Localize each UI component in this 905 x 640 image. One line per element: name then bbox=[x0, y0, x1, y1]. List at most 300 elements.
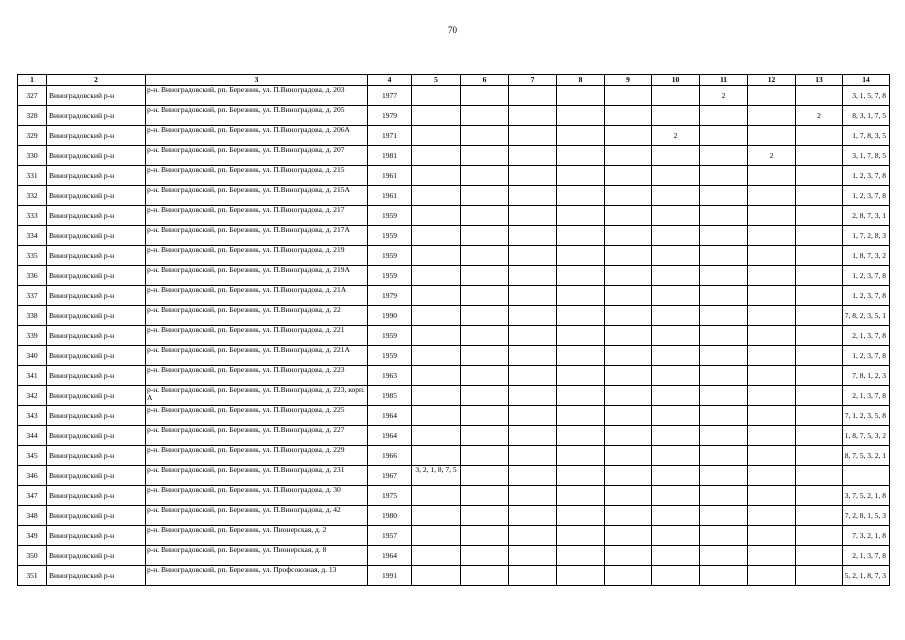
table-cell bbox=[509, 326, 557, 346]
table-cell bbox=[652, 386, 700, 406]
table-cell bbox=[796, 346, 843, 366]
table-cell: 1990 bbox=[368, 306, 412, 326]
table-cell: Виноградовский р-н bbox=[47, 266, 146, 286]
table-cell bbox=[412, 526, 461, 546]
table-cell: Виноградовский р-н bbox=[47, 526, 146, 546]
table-cell bbox=[748, 466, 796, 486]
table-cell: 7, 1, 2, 3, 5, 8 bbox=[843, 406, 890, 426]
table-cell: 345 bbox=[18, 446, 47, 466]
table-cell: р-н. Виноградовский, рп. Березник, ул. П.Виноградова, д. 203 bbox=[146, 86, 368, 106]
table-cell: 333 bbox=[18, 206, 47, 226]
table-cell bbox=[652, 186, 700, 206]
table-cell bbox=[605, 506, 652, 526]
table-cell bbox=[748, 506, 796, 526]
table-cell: 1959 bbox=[368, 206, 412, 226]
table-cell bbox=[652, 406, 700, 426]
table-cell bbox=[700, 106, 748, 126]
table-cell: Виноградовский р-н bbox=[47, 566, 146, 586]
table-cell bbox=[700, 466, 748, 486]
table-cell bbox=[605, 546, 652, 566]
table-cell bbox=[700, 126, 748, 146]
table-cell bbox=[700, 446, 748, 466]
table-cell bbox=[605, 246, 652, 266]
table-cell bbox=[412, 486, 461, 506]
table-cell bbox=[652, 546, 700, 566]
column-header: 6 bbox=[461, 75, 509, 86]
table-cell: 7, 3, 2, 1, 8 bbox=[843, 526, 890, 546]
table-cell: р-н. Виноградовский, рп. Березник, ул. П.Виноградова, д. 21А bbox=[146, 286, 368, 306]
table-cell bbox=[748, 546, 796, 566]
table-cell: 344 bbox=[18, 426, 47, 446]
table-cell bbox=[557, 366, 605, 386]
table-cell: 1, 7, 8, 3, 5 bbox=[843, 126, 890, 146]
table-cell bbox=[700, 506, 748, 526]
column-header: 12 bbox=[748, 75, 796, 86]
table-cell bbox=[700, 526, 748, 546]
table-row bbox=[18, 86, 890, 106]
table-cell: Виноградовский р-н bbox=[47, 466, 146, 486]
table-cell bbox=[843, 466, 890, 486]
table-cell: Виноградовский р-н bbox=[47, 246, 146, 266]
table-cell bbox=[748, 226, 796, 246]
table-cell bbox=[412, 286, 461, 306]
table-cell bbox=[796, 86, 843, 106]
table-cell bbox=[796, 186, 843, 206]
data-table bbox=[17, 74, 890, 586]
table-cell: 328 bbox=[18, 106, 47, 126]
table-cell: 334 bbox=[18, 226, 47, 246]
column-header: 11 bbox=[700, 75, 748, 86]
table-row bbox=[18, 386, 890, 406]
table-cell bbox=[652, 106, 700, 126]
table-cell bbox=[605, 166, 652, 186]
table-cell bbox=[509, 126, 557, 146]
table-cell bbox=[796, 246, 843, 266]
table-cell: 1, 2, 3, 7, 8 bbox=[843, 346, 890, 366]
table-cell bbox=[461, 486, 509, 506]
table-cell bbox=[461, 126, 509, 146]
table-cell bbox=[412, 106, 461, 126]
table-cell bbox=[652, 366, 700, 386]
table-cell: р-н. Виноградовский, рп. Березник, ул. П.Виноградова, д. 219А bbox=[146, 266, 368, 286]
table-cell bbox=[461, 326, 509, 346]
table-cell: 332 bbox=[18, 186, 47, 206]
table-cell bbox=[412, 186, 461, 206]
table-cell: 340 bbox=[18, 346, 47, 366]
table-cell bbox=[461, 506, 509, 526]
table-cell: 1980 bbox=[368, 506, 412, 526]
table-cell: 3, 1, 7, 8, 5 bbox=[843, 146, 890, 166]
table-cell bbox=[796, 566, 843, 586]
table-cell bbox=[461, 546, 509, 566]
table-cell bbox=[796, 406, 843, 426]
table-row bbox=[18, 546, 890, 566]
table-cell bbox=[509, 186, 557, 206]
table-cell: 330 bbox=[18, 146, 47, 166]
table-cell bbox=[509, 386, 557, 406]
table-cell bbox=[796, 286, 843, 306]
table-cell: 2 bbox=[796, 106, 843, 126]
table-cell: 2, 8, 7, 3, 1 bbox=[843, 206, 890, 226]
table-cell: 7, 8, 2, 3, 5, 1 bbox=[843, 306, 890, 326]
table-cell bbox=[461, 106, 509, 126]
table-cell bbox=[605, 126, 652, 146]
table-cell bbox=[557, 186, 605, 206]
table-cell bbox=[652, 326, 700, 346]
table-cell bbox=[605, 406, 652, 426]
table-cell bbox=[557, 346, 605, 366]
table-cell: 1, 7, 2, 8, 3 bbox=[843, 226, 890, 246]
table-cell bbox=[461, 266, 509, 286]
table-cell: р-н. Виноградовский, рп. Березник, ул. П.Виноградова, д. 225 bbox=[146, 406, 368, 426]
table-cell: 1, 8, 7, 5, 3, 2 bbox=[843, 426, 890, 446]
table-cell bbox=[700, 306, 748, 326]
table-row bbox=[18, 326, 890, 346]
table-row bbox=[18, 486, 890, 506]
table-cell: Виноградовский р-н bbox=[47, 226, 146, 246]
table-cell: 8, 3, 1, 7, 5 bbox=[843, 106, 890, 126]
table-cell bbox=[509, 486, 557, 506]
table-cell bbox=[605, 326, 652, 346]
table-cell bbox=[509, 146, 557, 166]
table-cell bbox=[700, 326, 748, 346]
table-cell: 2, 1, 3, 7, 8 bbox=[843, 386, 890, 406]
table-cell bbox=[796, 146, 843, 166]
table-row bbox=[18, 226, 890, 246]
table-cell bbox=[461, 186, 509, 206]
table-row bbox=[18, 286, 890, 306]
table-cell bbox=[700, 166, 748, 186]
table-cell bbox=[461, 286, 509, 306]
table-cell bbox=[796, 446, 843, 466]
table-cell bbox=[557, 166, 605, 186]
table-cell bbox=[461, 426, 509, 446]
table-cell: р-н. Виноградовский, рп. Березник, ул. Пионерская, д. 8 bbox=[146, 546, 368, 566]
table-cell: 1, 2, 3, 7, 8 bbox=[843, 186, 890, 206]
table-row bbox=[18, 126, 890, 146]
table-cell: 1979 bbox=[368, 286, 412, 306]
table-cell: 1975 bbox=[368, 486, 412, 506]
table-cell: 1981 bbox=[368, 146, 412, 166]
table-cell bbox=[605, 206, 652, 226]
table-cell: р-н. Виноградовский, рп. Березник, ул. П.Виноградова, д. 42 bbox=[146, 506, 368, 526]
table-row bbox=[18, 506, 890, 526]
table-cell bbox=[557, 206, 605, 226]
table-cell bbox=[796, 506, 843, 526]
table-cell: Виноградовский р-н bbox=[47, 86, 146, 106]
table-cell: р-н. Виноградовский, рп. Березник, ул. П.Виноградова, д. 207 bbox=[146, 146, 368, 166]
table-cell: Виноградовский р-н bbox=[47, 286, 146, 306]
table-cell: 7, 8, 1, 2, 3 bbox=[843, 366, 890, 386]
table-row bbox=[18, 406, 890, 426]
table-cell bbox=[509, 166, 557, 186]
table-cell bbox=[700, 566, 748, 586]
table-cell bbox=[748, 326, 796, 346]
table-cell bbox=[748, 426, 796, 446]
page-number: 70 bbox=[448, 25, 457, 35]
table-cell bbox=[605, 566, 652, 586]
table-cell bbox=[605, 226, 652, 246]
table-cell: 8, 7, 5, 3, 2, 1 bbox=[843, 446, 890, 466]
table-cell bbox=[509, 406, 557, 426]
table-cell bbox=[748, 566, 796, 586]
table-cell bbox=[509, 106, 557, 126]
table-cell: 1957 bbox=[368, 526, 412, 546]
table-cell: 331 bbox=[18, 166, 47, 186]
table-cell bbox=[748, 286, 796, 306]
table-cell bbox=[652, 306, 700, 326]
table-cell bbox=[509, 86, 557, 106]
table-cell: р-н. Виноградовский, рп. Березник, ул. П.Виноградова, д. 227 bbox=[146, 426, 368, 446]
table-cell: Виноградовский р-н bbox=[47, 386, 146, 406]
table-cell: Виноградовский р-н bbox=[47, 546, 146, 566]
table-cell bbox=[557, 226, 605, 246]
table-cell: 342 bbox=[18, 386, 47, 406]
table-cell bbox=[557, 286, 605, 306]
table-cell bbox=[652, 486, 700, 506]
table-cell bbox=[605, 526, 652, 546]
table-cell bbox=[605, 386, 652, 406]
table-row bbox=[18, 206, 890, 226]
table-cell bbox=[748, 486, 796, 506]
table-cell: р-н. Виноградовский, рп. Березник, ул. П.Виноградова, д. 221А bbox=[146, 346, 368, 366]
table-cell: Виноградовский р-н bbox=[47, 146, 146, 166]
table-cell bbox=[652, 226, 700, 246]
table-cell bbox=[605, 366, 652, 386]
table-cell bbox=[461, 246, 509, 266]
table-cell: 348 bbox=[18, 506, 47, 526]
table-cell bbox=[557, 86, 605, 106]
table-cell bbox=[605, 286, 652, 306]
table-cell: Виноградовский р-н bbox=[47, 426, 146, 446]
table-cell: 2, 1, 3, 7, 8 bbox=[843, 326, 890, 346]
table-cell bbox=[461, 386, 509, 406]
table-cell bbox=[796, 466, 843, 486]
table-cell bbox=[412, 366, 461, 386]
table-cell: 1, 8, 7, 3, 2 bbox=[843, 246, 890, 266]
table-cell: 1964 bbox=[368, 406, 412, 426]
table-cell bbox=[557, 146, 605, 166]
table-cell bbox=[461, 526, 509, 546]
table-cell: р-н. Виноградовский, рп. Березник, ул. П.Виноградова, д. 231 bbox=[146, 466, 368, 486]
table-row bbox=[18, 306, 890, 326]
table-cell bbox=[700, 346, 748, 366]
table-cell bbox=[461, 366, 509, 386]
table-cell: 1959 bbox=[368, 346, 412, 366]
table-cell bbox=[652, 146, 700, 166]
table-cell: 1977 bbox=[368, 86, 412, 106]
table-cell bbox=[461, 206, 509, 226]
table-cell: Виноградовский р-н bbox=[47, 326, 146, 346]
table-cell: Виноградовский р-н bbox=[47, 446, 146, 466]
table-cell bbox=[748, 266, 796, 286]
table-cell: 349 bbox=[18, 526, 47, 546]
table-cell: 1959 bbox=[368, 226, 412, 246]
table-cell bbox=[748, 126, 796, 146]
table-cell bbox=[557, 246, 605, 266]
table-cell bbox=[796, 526, 843, 546]
table-row bbox=[18, 466, 890, 486]
table-cell bbox=[412, 126, 461, 146]
table-cell: 1959 bbox=[368, 246, 412, 266]
table-cell: 1961 bbox=[368, 166, 412, 186]
table-cell bbox=[461, 346, 509, 366]
table-cell bbox=[748, 346, 796, 366]
table-cell: р-н. Виноградовский, рп. Березник, ул. П.Виноградова, д. 22 bbox=[146, 306, 368, 326]
table-cell: р-н. Виноградовский, рп. Березник, ул. П.Виноградова, д. 206А bbox=[146, 126, 368, 146]
table-row bbox=[18, 446, 890, 466]
table-cell bbox=[557, 266, 605, 286]
table-cell bbox=[605, 426, 652, 446]
table-cell bbox=[700, 366, 748, 386]
table-cell: 337 bbox=[18, 286, 47, 306]
table-row bbox=[18, 246, 890, 266]
table-cell bbox=[796, 366, 843, 386]
table-cell: Виноградовский р-н bbox=[47, 126, 146, 146]
table-cell bbox=[796, 266, 843, 286]
table-cell bbox=[700, 386, 748, 406]
table-cell bbox=[796, 486, 843, 506]
table-cell bbox=[652, 246, 700, 266]
table-cell bbox=[700, 486, 748, 506]
table-cell: 2 bbox=[700, 86, 748, 106]
table-cell bbox=[557, 506, 605, 526]
table-cell: 336 bbox=[18, 266, 47, 286]
table-cell bbox=[748, 166, 796, 186]
table-cell bbox=[652, 86, 700, 106]
table-cell bbox=[605, 186, 652, 206]
table-cell: р-н. Виноградовский, рп. Березник, ул. П.Виноградова, д. 215А bbox=[146, 186, 368, 206]
table-cell bbox=[605, 266, 652, 286]
table-cell bbox=[509, 246, 557, 266]
table-cell: р-н. Виноградовский, рп. Березник, ул. П.Виноградова, д. 219 bbox=[146, 246, 368, 266]
table-cell bbox=[412, 406, 461, 426]
table-cell bbox=[461, 166, 509, 186]
table-cell: 1964 bbox=[368, 546, 412, 566]
table-cell bbox=[796, 306, 843, 326]
table-cell: 1971 bbox=[368, 126, 412, 146]
table-cell: Виноградовский р-н bbox=[47, 506, 146, 526]
table-cell bbox=[796, 386, 843, 406]
table-row bbox=[18, 146, 890, 166]
table-cell bbox=[509, 206, 557, 226]
table-cell bbox=[652, 526, 700, 546]
table-cell: р-н. Виноградовский, рп. Березник, ул. П.Виноградова, д. 217А bbox=[146, 226, 368, 246]
table-cell: 1991 bbox=[368, 566, 412, 586]
table-cell: 335 bbox=[18, 246, 47, 266]
table-cell: 1, 2, 3, 7, 8 bbox=[843, 166, 890, 186]
table-cell bbox=[652, 446, 700, 466]
table-cell bbox=[652, 466, 700, 486]
table-cell: 5, 2, 1, 8, 7, 3 bbox=[843, 566, 890, 586]
table-cell bbox=[509, 306, 557, 326]
table-cell bbox=[509, 346, 557, 366]
table-cell bbox=[557, 466, 605, 486]
table-cell bbox=[652, 506, 700, 526]
table-cell bbox=[796, 166, 843, 186]
table-row bbox=[18, 566, 890, 586]
table-cell bbox=[557, 406, 605, 426]
table-header-row bbox=[18, 75, 890, 86]
column-header: 8 bbox=[557, 75, 605, 86]
table-cell bbox=[461, 86, 509, 106]
table-cell bbox=[700, 546, 748, 566]
table-cell bbox=[796, 206, 843, 226]
column-header: 9 bbox=[605, 75, 652, 86]
table-cell bbox=[748, 206, 796, 226]
table-cell bbox=[748, 306, 796, 326]
table-cell: 1, 2, 3, 7, 8 bbox=[843, 286, 890, 306]
table-cell bbox=[605, 486, 652, 506]
table-cell bbox=[557, 566, 605, 586]
table-cell: 1964 bbox=[368, 426, 412, 446]
table-cell bbox=[557, 386, 605, 406]
table-cell bbox=[557, 446, 605, 466]
table-cell bbox=[461, 226, 509, 246]
table-cell bbox=[796, 426, 843, 446]
table-cell bbox=[509, 446, 557, 466]
table-cell bbox=[412, 266, 461, 286]
table-cell bbox=[652, 266, 700, 286]
table-row bbox=[18, 346, 890, 366]
table-cell bbox=[700, 186, 748, 206]
table-cell bbox=[461, 146, 509, 166]
table-cell bbox=[557, 526, 605, 546]
table-cell bbox=[605, 466, 652, 486]
table-cell bbox=[700, 266, 748, 286]
table-cell bbox=[796, 226, 843, 246]
table-row bbox=[18, 266, 890, 286]
table-cell: р-н. Виноградовский, рп. Березник, ул. П.Виноградова, д. 205 bbox=[146, 106, 368, 126]
table-cell bbox=[509, 286, 557, 306]
table-cell: 338 bbox=[18, 306, 47, 326]
table-cell bbox=[652, 166, 700, 186]
table-cell: 1966 bbox=[368, 446, 412, 466]
table-cell: 327 bbox=[18, 86, 47, 106]
table-cell: Виноградовский р-н bbox=[47, 206, 146, 226]
table-cell bbox=[412, 226, 461, 246]
table-cell: р-н. Виноградовский, рп. Березник, ул. П.Виноградова, д. 215 bbox=[146, 166, 368, 186]
table-cell: Виноградовский р-н bbox=[47, 346, 146, 366]
table-cell: р-н. Виноградовский, рп. Березник, ул. Профсоюзная, д. 13 bbox=[146, 566, 368, 586]
table-cell bbox=[412, 386, 461, 406]
table-cell: Виноградовский р-н bbox=[47, 106, 146, 126]
table-cell: 329 bbox=[18, 126, 47, 146]
table-cell bbox=[557, 426, 605, 446]
table-cell bbox=[605, 346, 652, 366]
table-cell bbox=[412, 306, 461, 326]
table-cell bbox=[412, 146, 461, 166]
table-cell bbox=[461, 446, 509, 466]
table-cell bbox=[652, 426, 700, 446]
table-row bbox=[18, 106, 890, 126]
table-cell bbox=[748, 446, 796, 466]
table-row bbox=[18, 526, 890, 546]
table-cell bbox=[796, 126, 843, 146]
table-cell bbox=[412, 86, 461, 106]
table-cell bbox=[509, 366, 557, 386]
table-cell: 1979 bbox=[368, 106, 412, 126]
table-cell: 351 bbox=[18, 566, 47, 586]
table-row bbox=[18, 166, 890, 186]
table-cell: р-н. Виноградовский, рп. Березник, ул. П.Виноградова, д. 30 bbox=[146, 486, 368, 506]
column-header: 13 bbox=[796, 75, 843, 86]
column-header: 7 bbox=[509, 75, 557, 86]
table-cell: р-н. Виноградовский, рп. Березник, ул. П.Виноградова, д. 223 bbox=[146, 366, 368, 386]
table-cell bbox=[557, 486, 605, 506]
table-cell bbox=[652, 206, 700, 226]
table-cell bbox=[412, 506, 461, 526]
